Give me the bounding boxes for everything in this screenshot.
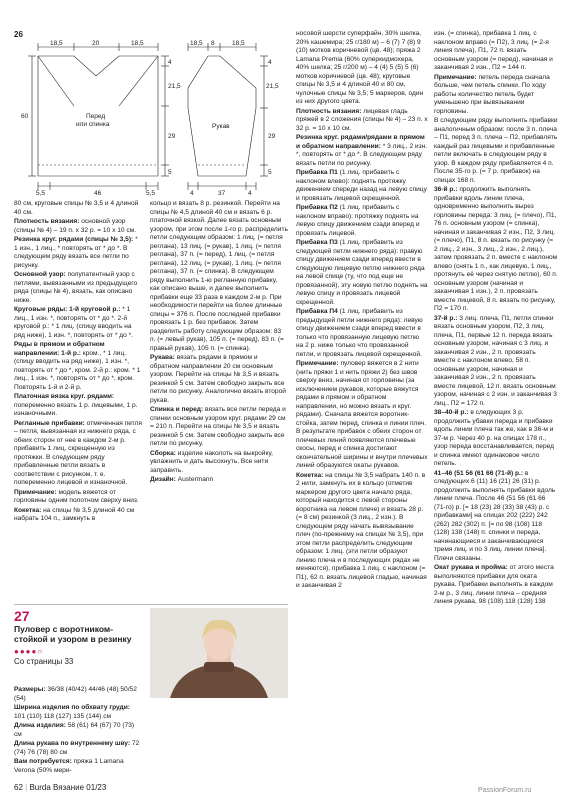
dim-left-height: 60 <box>21 113 29 120</box>
paragraph: Длина рукава по внутреннему шву: 72 (74) 76 (78) 80 см <box>14 740 140 756</box>
paragraph: Ряды в прямом и обратном направлении: 1-й р.: кром., * 1 лиц. (спицу вводить на ряд ниже), 1 изн. *, повторять от * до *, кром. 2-й р.: кром. * 1 лиц., 1 изн. *, повторять от * до *, кром. Повторять 1-й и 2-й р. <box>14 341 141 391</box>
paragraph: Кокетка: на спицы № 3,5 длиной 40 см набрать 104 п., замкнуть в <box>14 506 135 522</box>
sleeve-dim-bottom-b: 37 <box>218 190 226 197</box>
text-column-4 <box>434 30 558 785</box>
paragraph: Рукава: вязать рядами в прямом и обратном направлении 20 см основным узором. Перейти на спицы № 3,5 и вязать резинкой 5 см. Затем свободно закрыть все петли по рисунку. Аналогично вязать второй рукав. <box>150 354 286 404</box>
model-27-header <box>14 608 142 666</box>
paragraph: Примечание: пуловер вяжется в 2 нити (нить пряжи 1 и нить пряжи 2) без швов сверху вниз, начиная от горловины (за исключением рукавов, которые вяжутся рядами в прямом и обратном направлении, но можно вязать и круг. рядами). Сначала вяжется воротник-стойка, затем перед, спинка и линии плеч. В результате прибавок с обеих сторон от плечевых линий появляются плечевые скосы, перед и спинка достигают окончательной ширины и внутри плечевых линий образуются окаты рукавов. <box>296 360 428 469</box>
difficulty-dots: ●●●●○ <box>14 647 44 656</box>
paragraph: Основной узор: полупатентный узор с петлями, вывязанными из предыдущего ряда (спицы № 4), вязать, как описано ниже. <box>14 271 138 304</box>
dim-right-low: 29 <box>168 133 176 140</box>
paragraph: 37-й р.: 3 лиц. плеча, П1, петли спинки вязать основным узором, П2, 3 лиц. плеча, П1, первые 12 п. переда вязать основным узором, начиная с 3 лиц. и заканчивая 2 изн., 2 п. провязать вместе с наклоном влево, 58 п. основным узором, начиная и заканчивая 2 изн., 2 п. провязать вместе лицевой, 12 п. вязать основным узором, начиная с 2 изн. и заканчивая 3 лиц., П2 = 172 п. <box>434 314 557 407</box>
text-column-3 <box>296 30 428 785</box>
sleeve-dim-right-mid: 21,5 <box>266 83 279 90</box>
paragraph: Регланные прибавки: отмеченная петля – петля, вывязанная из нижнего ряда, с обеих сторон от нее в каждом 2-м р. прибавить 1 лиц. скрещенную из протяжки. В следующем ряду прибавленные петли вязать в соответствии с рисунком, т. е. попеременно лицевой и изнаночной. <box>14 419 142 486</box>
dim-top-left: 18,5 <box>50 40 63 47</box>
paragraph: Окат рукава и пройма: от этого места выполняются прибавки для оката рукава. Прибавки выполнять в каждом 2-м р., 3 лиц. линии плеча – средняя линия рукава, 98 (108) 118 (128) 138 <box>434 564 554 605</box>
paragraph: Прибавка П3 (1 лиц. прибавить из следующей петли нижнего ряда): правую спицу движением сзади вперед ввести в следующую лицевую петлю нижнего ряда на левой спице (ту, что под еще не провязанной), эту новую петлю поднять на левую спицу и провязать лицевой скрещенной. <box>296 239 428 306</box>
paragraph: Кокетка: на спицы № 3,5 набрать 140 п. в 2 нити, замкнуть их в кольцо (отметив маркером другого цвета начало ряда, который находится с левой стороны воротника на левом плече) и вязать 28 р. (= 8 см) резинкой (3 лиц., 2 изн.). В следующем ряду начать вывязывание плеч (по-прежнему на спицах № 3,5), при этом петли распределить следующим образом: 1 лиц. (эти петли образуют линию плеча и в последующих рядах не меняются), прибавка 1 лиц. с наклоном (= П1), 62 п. вязать лицевой гладью, начиная и заканчивая 2 <box>296 471 427 589</box>
paragraph: Плотность вязания: лицевая гладь пряжей в 2 сложения (спицы № 4) – 23 п. x 32 р. = 10 x 10 см. <box>296 107 428 132</box>
paragraph: Спинка и перед: вязать все петли переда и спинки основным узором круг. рядами 29 см = 210 п. Перейти на спицы № 3,5 и вязать резинкой 5 см. Затем свободно закрыть все петли по рисунку. <box>150 406 286 447</box>
sleeve-dim-right-low: 29 <box>268 133 276 140</box>
sleeve-dim-bottom-c: 4 <box>248 190 252 197</box>
dim-bottom-right: 5,5 <box>146 190 156 197</box>
footer: 62 | Burda Вязание 01/23 <box>14 783 107 792</box>
diagram-label-line1: Перед <box>86 113 106 120</box>
paragraph: 38–40-й р.: в следующих 3 р. продолжить убавки переда и прибавки вдоль линии плеча так же, как в 36-м и 37-м р. Через 40 р. на спицах 178 п., узор переда восстанавливается, перед и спинка имеют одинаковое число петель. <box>434 409 554 467</box>
paragraph: изн. (= спинка), прибавка 1 лиц. с наклоном вправо (= П2), 3 лиц. (= 2-я линия плеча), П1, 72 п. вязать основным узором (= перед), начиная и заканчивая 2 изн., П2 = 144 п. <box>434 30 553 71</box>
paragraph: Длина изделия: 58 (61) 64 (67) 70 (73) см <box>14 722 135 738</box>
footer-magazine: Burda Вязание <box>29 783 85 792</box>
paragraph: Сборка: изделие наколоть на выкройку, увлажнить и дать высохнуть. Все нити заправить. <box>150 449 273 474</box>
paragraph: Размеры: 36/38 (40/42) 44/46 (48) 50/52 (54) <box>14 686 137 702</box>
paragraph: Примечание: петель переда сначала больше, чем петель спинки. По ходу работы количество петель будет уменьшено при вывязывании горловины. <box>434 73 550 115</box>
model-number: 27 <box>14 608 30 624</box>
paragraph: Прибавка П1 (1 лиц. прибавить с наклоном влево): поднять протяжку движением спереди назад на левую спицу и провязать лицевой скрещенной. <box>296 169 427 202</box>
paragraph: Резинка круг. рядами/рядами в прямом и обратном направлении: * 3 лиц., 2 изн. *, повторять от * до *. В следующем ряду вязать петли по рисунку. <box>296 134 428 167</box>
paragraph: 41–46 (51 56 (61 66 (71-й) р.: в следующих 6 (11) 16 (21) 26 (31) р. продолжить выполнять прибавки вдоль линии плеча. После 46 (51 56 (61 66 (71-го) р. [= 18 (23) 28 (33) 38 (43) р. с прибавками] на спицах 202 (222) 242 (262) 282 (302) п. [= по 98 (108) 118 (128) 138 (148) п. спинки и переда, начинающиеся и заканчивающиеся тремя лиц. и по 3 лиц. линии плеча]. Плечи связаны. <box>434 469 556 562</box>
sleeve-dim-bottom-a: 4 <box>190 190 194 197</box>
paragraph: В следующем ряду выполнить прибавки аналогичным образом: после 3 п. плеча – П1, перед 3 п. плеча – П2, прибавлять каждый раз лицевыми и прибавленные петли включать в следующем ряду в узор. В каждом ряду прибавляется 4 п. После 35-го р. (= 7 р. прибавок) на спицах 168 п. <box>434 117 558 184</box>
paragraph: Прибавка П4 (1 лиц. прибавить из предыдущей петли нижнего ряда): левую спицу движением сзади вперед ввести в только что провязанную лицевую петлю на 2 р. ниже только что провязанной петли, и провязать лицевой скрещенной. <box>296 308 423 358</box>
footer-page-number: 62 <box>14 783 23 792</box>
sleeve-dim-top-b: 8 <box>211 40 215 47</box>
paragraph: Круговые ряды: 1-й круговой р.: * 1 лиц., 1 изн. *, повторять от * до *. 2-й круговой р.: * 1 лиц. (спицу вводить на ряд ниже), 1 изн. *, повторять от * до *. <box>14 306 134 339</box>
paragraph: Платочная вязка круг. рядами: попеременно вязать 1 р. лицевыми, 1 р. изнаночными. <box>14 393 138 417</box>
dim-top-right: 18,5 <box>131 40 144 47</box>
dim-right-mid: 21,5 <box>168 83 181 90</box>
paragraph: Плотность вязания: основной узор (спицы № 4) – 19 п. x 32 р. = 10 x 10 см. <box>14 218 137 234</box>
paragraph: Ширина изделия по обхвату груди: 101 (110) 118 (127) 135 (144) см <box>14 704 130 720</box>
section-divider <box>14 604 288 605</box>
model-27-specs <box>14 686 142 782</box>
pattern-diagram-sleeve <box>180 38 280 196</box>
paragraph: 80 см, круговые спицы № 3,5 и 4 длиной 40 см. <box>14 200 139 216</box>
diagram-label-line2: или спинка <box>76 121 110 128</box>
text-column-2 <box>150 200 288 602</box>
paragraph: носовой шерсти суперфайн, 30% шелка, 20% кашемира; 25 г/180 м) – 6 (7) 7 (8) 9 (10) мотков коричневой (цв. 48); пряжа 2 Lamana Premia (60% суперкидмохера, 40% шелка; 25 г/200 м) – 4 (4) 5 (5) 5 (6) мотков коричневой (цв. 48); круговые спицы № 3,5 и 4 длиной 40 и 80 см, чулочные спицы № 3,5; 5 маркеров, один из них другого цвета. <box>296 30 424 105</box>
model-photo <box>150 608 288 698</box>
dim-bottom-left: 5,5 <box>36 190 46 197</box>
dim-right-bottom: 5 <box>168 169 172 176</box>
paragraph: 36-й р.: продолжить выполнять прибавки вдоль линии плеча, одновременно выполнить вырез горловины переда: 3 лиц. (= плечо), П1, 76 п. основным узором (= спинка), начиная и заканчивая 2 изн., П2, 3 лиц. (= плечо), П1, 8 п. вязать по рисунку (= 2 лиц., 2 изн., 3 лиц., 2 изн., 2 лиц.), затем провязать 2 п. вместе с наклоном влево (снять 1 п., как лицевую, 1 лиц., протянуть её через снятую петлю), 60 п. основным узором (начиная и заканчивая 1 изн.), 2 п. провязать вместе лицевой, 8 п. вязать по рисунку, П2 = 170 п. <box>434 186 558 312</box>
paragraph: Резинка круг. рядами (спицы № 3,5): * 1 изн., 1 лиц., * повторять от * до *. В следующем ряду вязать все петли по рисунку. <box>14 236 138 269</box>
paragraph: Прибавка П2 (1 лиц. прибавить с наклоном вправо): протяжку поднять на левую спицу движением сзади вперед и провязать лицевой. <box>296 204 420 237</box>
source-page: Со страницы 33 <box>14 657 74 666</box>
footer-issue: 01/23 <box>86 783 107 792</box>
pattern-diagram-front <box>12 38 181 197</box>
sleeve-dim-top-c: 18,5 <box>232 40 245 47</box>
paragraph: Дизайн: Austermann <box>150 476 214 483</box>
sleeve-dim-right-bottom: 5 <box>268 169 272 176</box>
paragraph: Вам потребуется: пряжа 1 Lamana Verona (50% мери- <box>14 758 124 774</box>
text-column-1 <box>14 200 142 602</box>
sleeve-dim-top-a: 18,5 <box>190 40 203 47</box>
model-title: Пуловер с воротником-стойкой и узором в резинку <box>14 624 132 644</box>
sleeve-dim-right-top: 4 <box>268 59 272 66</box>
page-number-top: 26 <box>14 30 23 39</box>
dim-bottom-mid: 46 <box>94 190 102 197</box>
paragraph: Примечание: модель вяжется от горловины одним полотном сверху вниз. <box>14 488 139 504</box>
paragraph: кольцо и вязать 8 р. резинкой. Перейти на спицы № 4,5 длиной 40 см и вязать 6 р. платочной вязкой. Далее вязать основным узором, при этом после 1-го р. распределить петли следующим образом: 1 лиц. (= петля реглана), 13 лиц. (= рукав), 1 лиц. (= петля реглана), 37 п. (= перед), 1 лиц. (= петля реглана), 12 лиц. (= рукав), 1 лиц. (= петля реглана), 37 п. (= спинка). В следующем ряду выполнить 1-ю регланную прибавку, как описано выше, и далее выполнить прибавки еще 33 раза в каждом 2-м р. При необходимости перейти на более длинные спицы = 376 п. После последней прибавки провязать 1 р. без прибавок. Затем разделить работу следующим образом: 83 п. (= левый рукав), 105 п. (= перед), 83 п. (= правый рукав), 105 п. (= спинка). <box>150 200 288 352</box>
watermark: PassionForum.ru <box>478 787 532 794</box>
sleeve-label: Рукав <box>212 123 230 130</box>
dim-right-top: 4 <box>168 59 172 66</box>
dim-top-mid: 20 <box>92 40 100 47</box>
